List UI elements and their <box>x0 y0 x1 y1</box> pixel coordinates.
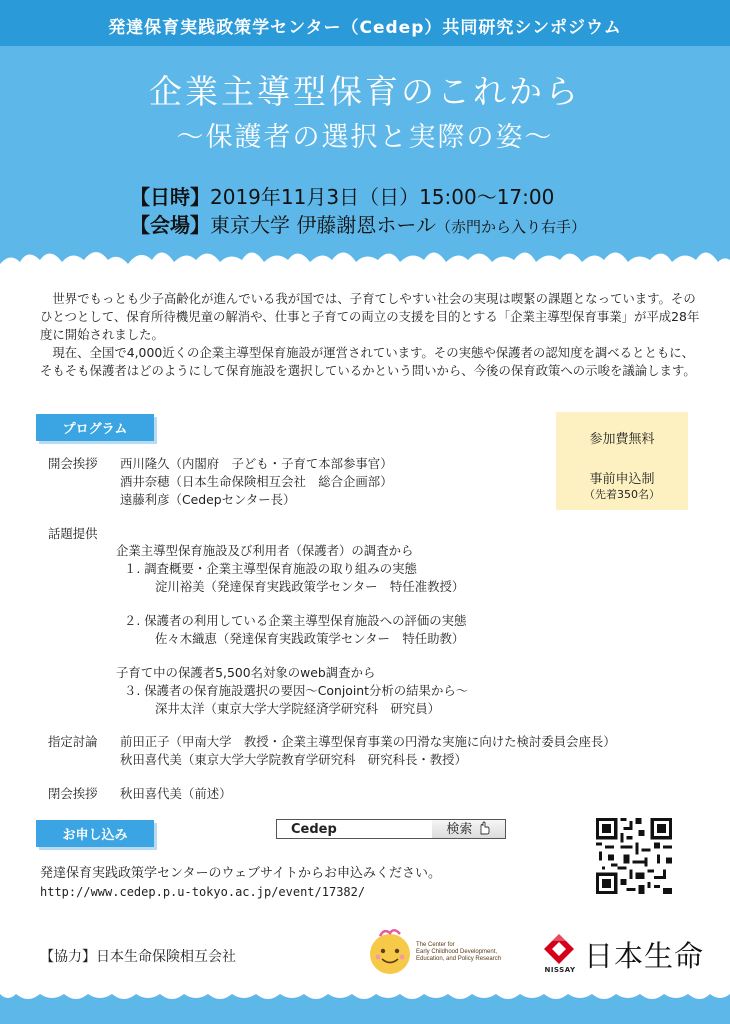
nissay-mark-icon <box>542 932 576 966</box>
intro-paragraph: 世界でもっとも少子高齢化が進んでいる我が国では、子育てしやすい社会の実現は喫緊の課題となっています。そのひとつとして、保育所待機児童の解消や、仕事と子育ての両立の支援を目的とする「企業主導型保育事業」が平成28年度に開始されました。 <box>40 291 700 342</box>
program-speaker: 佐々木織恵（発達保育実践政策学センター 特任助教） <box>155 631 465 646</box>
apply-tag: お申し込み <box>36 820 154 847</box>
search-button-label: 検索 <box>446 822 473 837</box>
opening-speaker: 遠藤利彦（Cedepセンター長） <box>120 492 296 507</box>
program-speaker: 深井太洋（東京大学大学院経済学研究科 研究員） <box>155 701 440 716</box>
program-item: ３. 保護者の保育施設選択の要因～Conjoint分析の結果から～ <box>124 683 469 698</box>
header-banner <box>0 0 730 268</box>
survey2-heading: 子育て中の保護者5,500名対象のweb調査から <box>116 665 376 680</box>
event-subtitle: ～保護者の選択と実際の姿～ <box>176 122 554 153</box>
program-speaker: 淀川裕美（発達保育実践政策学センター 特任准教授） <box>155 579 465 594</box>
fee-capacity: （先着350名） <box>584 488 660 501</box>
qr-code[interactable] <box>596 818 672 894</box>
opening-speaker: 西川隆久（内閣府 子ども・子育て本部参事官） <box>120 456 393 471</box>
venue-line <box>130 209 586 238</box>
venue-label: 【会場】 <box>130 213 210 237</box>
fee-box <box>556 412 688 510</box>
datetime-label: 【日時】 <box>130 185 210 209</box>
datetime-value: 2019年11月3日（日）15:00～17:00 <box>210 185 555 209</box>
venue-note: （赤門から入り右手） <box>435 218 586 236</box>
apply-instructions <box>40 864 441 902</box>
fee-free: 参加費無料 <box>589 432 655 447</box>
program-item: １. 調査概要・企業主導型保育施設の取り組みの実態 <box>124 561 417 576</box>
closing-label: 閉会挨拶 <box>48 786 98 801</box>
cedep-logo-text: The Center for Early Childhood Development, Education, and Policy Research <box>416 942 502 962</box>
apply-url-link[interactable]: http://www.cedep.p.u-tokyo.ac.jp/event/17382/ <box>40 885 366 899</box>
nissay-mark-text: NISSAY <box>544 966 576 974</box>
apply-text: 発達保育実践政策学センターのウェブサイトからお申込みください。 <box>40 866 442 881</box>
organizer-line: 発達保育実践政策学センター（Cedep）共同研究シンポジウム <box>108 18 622 38</box>
fee-registration: 事前申込制 <box>589 472 655 487</box>
search-button[interactable] <box>432 819 506 839</box>
program-tag: プログラム <box>36 414 154 441</box>
nissay-logo <box>540 930 710 980</box>
opening-label: 開会挨拶 <box>48 456 98 471</box>
cooperation-credit: 【協力】日本生命保険相互会社 <box>40 949 236 965</box>
cedep-logo <box>362 924 522 980</box>
discussant: 前田正子（甲南大学 教授・企業主導型保育事業の円滑な実施に向けた検討委員会座長） <box>120 734 616 749</box>
event-title: 企業主導型保育のこれから <box>149 72 581 111</box>
discussant: 秋田喜代美（東京大学大学院教育学研究科 研究科長・教授） <box>120 752 467 767</box>
program-item: ２. 保護者の利用している企業主導型保育施設への評価の実態 <box>124 613 467 628</box>
discussion-label: 指定討論 <box>48 734 98 749</box>
nissay-name: 日本生命 <box>584 939 705 973</box>
datetime-line <box>130 181 554 210</box>
leaf-border-top <box>0 238 730 268</box>
closing-speaker: 秋田喜代美（前述） <box>120 786 232 801</box>
search-input[interactable]: Cedep <box>276 819 434 839</box>
opening-speaker: 酒井奈穂（日本生命保険相互会社 総合企画部） <box>120 474 393 489</box>
venue-value: 東京大学 伊藤謝恩ホール <box>210 213 436 237</box>
topic-label: 話題提供 <box>48 526 98 541</box>
intro-text <box>40 290 700 380</box>
hand-pointer-icon <box>477 821 491 835</box>
footer-band <box>0 990 730 1024</box>
survey1-heading: 企業主導型保育施設及び利用者（保護者）の調査から <box>116 543 414 558</box>
intro-paragraph: 現在、全国で4,000近くの企業主導型保育施設が運営されています。その実態や保護者の認知度を調べるとともに、そもそも保護者はどのようにして保育施設を選択しているかという問いから、今後の保育政策への示唆を議論します。 <box>40 345 696 378</box>
leaf-border-bottom <box>0 988 730 1004</box>
